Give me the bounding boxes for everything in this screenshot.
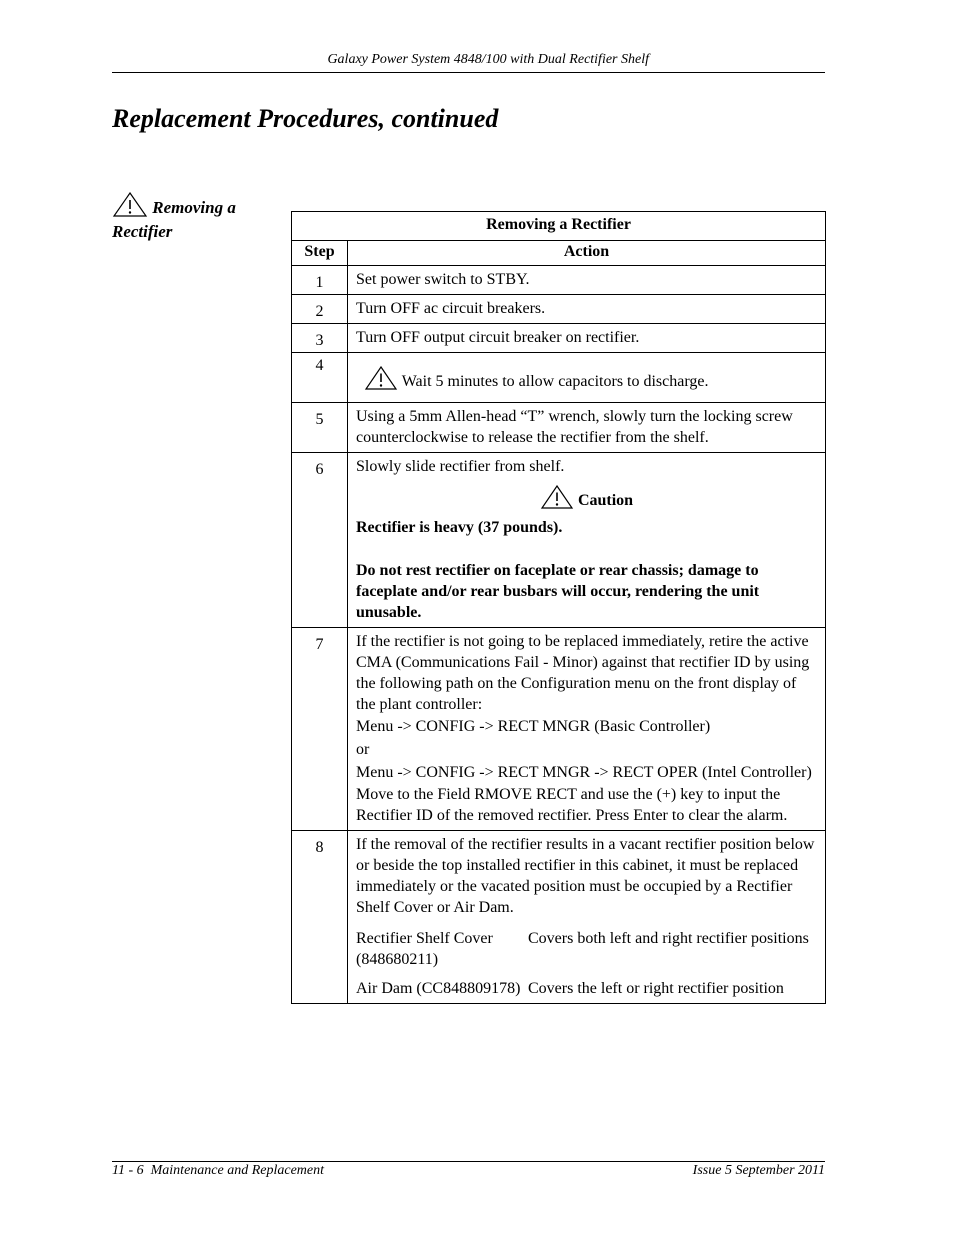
running-header: Galaxy Power System 4848/100 with Dual Rectifier Shelf bbox=[327, 52, 649, 67]
footer-issue: Issue 5 September 2011 bbox=[692, 1163, 825, 1178]
table-caption: Removing a Rectifier bbox=[292, 212, 826, 241]
caution-heading bbox=[356, 485, 817, 511]
step-number: 5 bbox=[292, 403, 348, 453]
warning-triangle-icon bbox=[112, 192, 148, 217]
warning-text: Wait 5 minutes to allow capacitors to discharge. bbox=[401, 373, 709, 390]
part-description: Covers both left and right rectifier positions bbox=[528, 930, 809, 947]
caution-text: Do not rest rectifier on faceplate or rear chassis; damage to faceplate and/or rear busbars will occur, rendering the unit unusable. bbox=[356, 562, 760, 621]
page-title: Replacement Procedures, continued bbox=[112, 104, 499, 133]
part-name: Air Dam (CC848809178) bbox=[356, 980, 521, 997]
warning-line bbox=[364, 366, 817, 392]
step-number: 7 bbox=[292, 628, 348, 831]
table-row bbox=[292, 831, 826, 1004]
procedure-table bbox=[291, 211, 826, 1004]
action-text: If the removal of the rectifier results in a vacant rectifier position below or beside the top installed rectifier in this cabinet, it must be replaced immediately or the vacated position must be occupied by a Rectifier Shelf Cover or Air Dam. bbox=[356, 836, 815, 916]
table-row bbox=[292, 324, 826, 353]
action-text: Turn OFF output circuit breaker on rectifier. bbox=[348, 324, 826, 353]
caution-triangle-icon bbox=[540, 485, 574, 509]
caution-title: Caution bbox=[577, 492, 634, 509]
action-text: Turn OFF ac circuit breakers. bbox=[348, 295, 826, 324]
caution-text: Rectifier is heavy (37 pounds). bbox=[356, 519, 563, 536]
action-text: Set power switch to STBY. bbox=[348, 266, 826, 295]
step-number: 4 bbox=[292, 353, 348, 403]
action-text: or bbox=[356, 741, 370, 758]
action-text: Move to the Field RMOVE RECT and use the (+) key to input the Rectifier ID of the removed rectifier. Press Enter to clear the alarm. bbox=[356, 786, 788, 824]
step-number: 2 bbox=[292, 295, 348, 324]
table-row bbox=[292, 453, 826, 628]
header-rule bbox=[112, 72, 825, 73]
step-number: 6 bbox=[292, 453, 348, 628]
menu-path: Menu -> CONFIG -> RECT MNGR -> RECT OPER (Intel Controller) bbox=[356, 764, 812, 781]
table-row bbox=[292, 628, 826, 831]
action-text: Using a 5mm Allen-head “T” wrench, slowly turn the locking screw counterclockwise to release the rectifier from the shelf. bbox=[348, 403, 826, 453]
cover-parts-list bbox=[356, 928, 817, 999]
side-heading-line2: Rectifier bbox=[112, 222, 173, 241]
table-row bbox=[292, 403, 826, 453]
step-number: 3 bbox=[292, 324, 348, 353]
part-name: Rectifier Shelf Cover (848680211) bbox=[356, 930, 493, 968]
footer-section: 11 - 6 Maintenance and Replacement bbox=[112, 1163, 325, 1178]
action-text: If the rectifier is not going to be replaced immediately, retire the active CMA (Communications Fail - Minor) against that rectifier ID by using the following path on the Configuration menu on the front display of the plant controller: bbox=[356, 633, 810, 713]
step-number: 8 bbox=[292, 831, 348, 1004]
action-text: Slowly slide rectifier from shelf. bbox=[356, 458, 565, 475]
side-heading bbox=[112, 192, 282, 244]
footer-rule bbox=[112, 1161, 825, 1162]
table-row bbox=[292, 353, 826, 403]
menu-path: Menu -> CONFIG -> RECT MNGR (Basic Controller) bbox=[356, 718, 711, 735]
side-heading-line1: Removing a bbox=[152, 198, 236, 217]
table-row bbox=[292, 295, 826, 324]
step-number: 1 bbox=[292, 266, 348, 295]
warning-triangle-icon bbox=[364, 366, 398, 390]
column-header-step: Step bbox=[292, 241, 348, 266]
part-description: Covers the left or right rectifier position bbox=[528, 980, 784, 997]
column-header-action: Action bbox=[348, 241, 826, 266]
table-row bbox=[292, 266, 826, 295]
